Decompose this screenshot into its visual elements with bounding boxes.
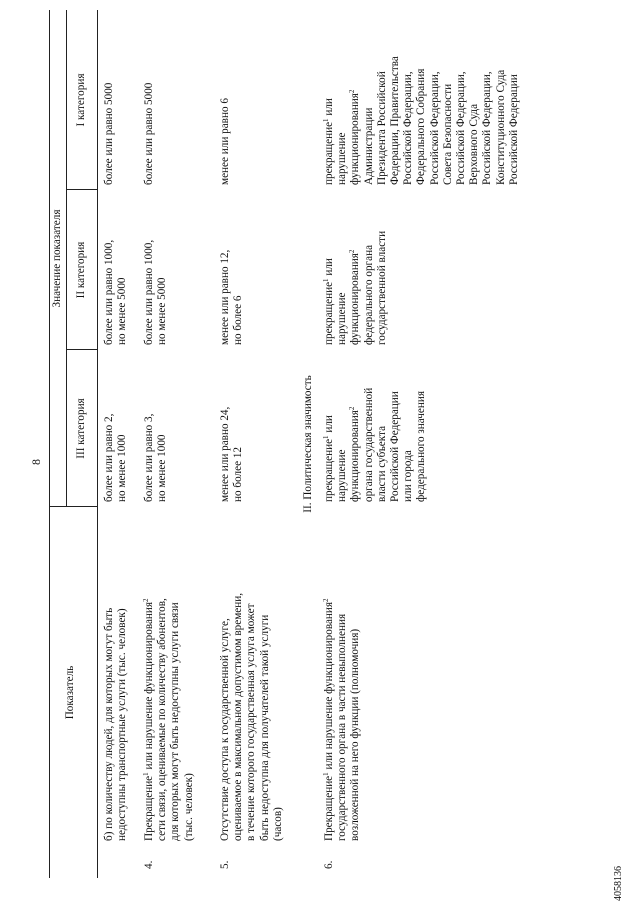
row-cat3: прекращение$^1$ или нарушение функционирования$^2$ органа государственной власти субъекта Российской Федерации или города федерального значения [322, 387, 428, 502]
row-cat2: прекращение$^1$ или нарушение функционирования$^2$ федерального органа государственной власти [322, 230, 388, 345]
document-code: 4058136 [613, 866, 624, 901]
row-number: 4. [143, 860, 155, 869]
row-number: 6. [323, 860, 335, 869]
section-title: II. Политическая значимость [302, 375, 314, 513]
header-indicator: Показатель [64, 665, 76, 720]
header-cat2: II категория [75, 241, 87, 299]
page-number: 8 [29, 459, 43, 465]
row-indicator: Прекращение$^1$ или нарушение функционирования$^2$ сети связи, оцениваемые по количеству абонентов, для которых могут быть недоступны услуги связи (тыс. человек) [142, 598, 195, 841]
row-cat1: менее или равно 6 [219, 98, 231, 185]
row-number: 5. [219, 860, 231, 869]
row-cat3: более или равно 3, но менее 1000 [143, 413, 169, 502]
table-header-divider [97, 10, 98, 878]
row-cat3: более или равно 2, но менее 1000 [103, 413, 129, 502]
row-cat2: более или равно 1000, но менее 5000 [103, 239, 129, 345]
value-header-divider [66, 10, 67, 507]
row-cat3: менее или равно 24, но более 12 [219, 406, 245, 502]
row-cat1: более или равно 5000 [143, 82, 155, 185]
row-cat2: более или равно 1000, но менее 5000 [143, 239, 169, 345]
row-indicator: Прекращение$^1$ или нарушение функционирования$^2$ государственного органа в части невыполнения возложенной на него функции (полномочия) [322, 598, 362, 841]
row-cat1: более или равно 5000 [103, 82, 115, 185]
table-top-border [49, 10, 50, 878]
row-cat1: прекращение$^1$ или нарушение функционирования$^2$ Администрации Президента Российской Федерации, Правительства Российской Федерации, Федерального Собрания Российской Федерации, Совета Безопасности Российской Федерации, Верховного Суда Российской Федерации, Конституционного Суда Российской Федерации [322, 56, 520, 185]
header-cat3: III категория [75, 398, 87, 459]
header-cat1: I категория [75, 73, 87, 127]
row-indicator: б) по количеству людей, для которых могут быть недоступны транспортные услуги (тыс. человек) [103, 607, 129, 841]
row-indicator: Отсутствие доступа к государственной услуге, оцениваемое в максимальном допустимом времени, в течение которого государственная услуга может быть недоступна для получателей такой услуги (часов) [219, 592, 284, 841]
header-value: Значение показателя [51, 209, 63, 308]
row-cat2: менее или равно 12, но более 6 [219, 249, 245, 345]
